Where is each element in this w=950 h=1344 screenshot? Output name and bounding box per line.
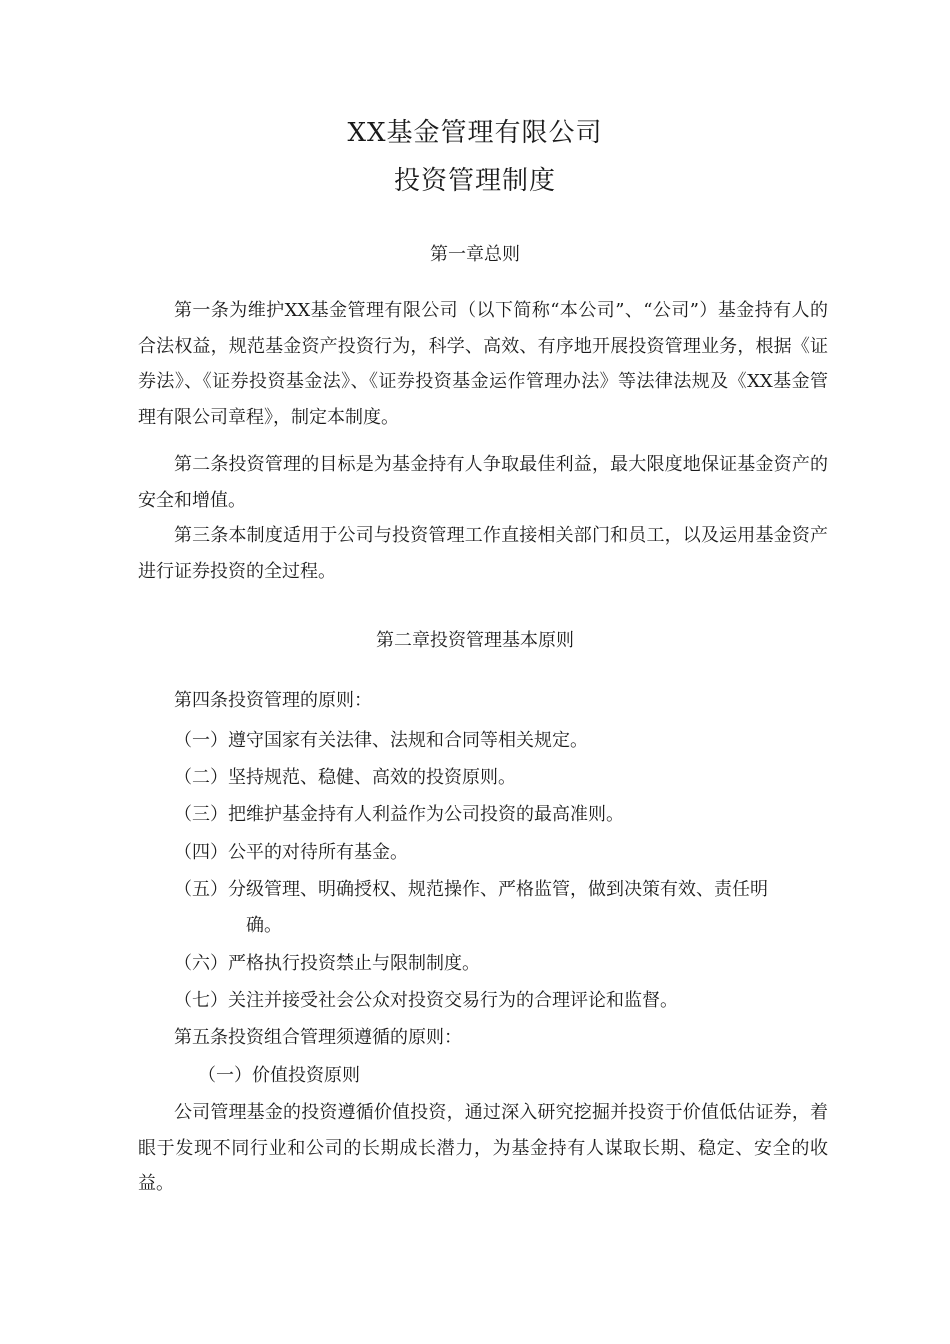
article-4-item-6: （六）严格执行投资禁止与限制制度。 <box>174 953 480 974</box>
article-4-item-1: （一）遵守国家有关法律、法规和合同等相关规定。 <box>174 730 588 751</box>
article-4-item-3: （三）把维护基金持有人利益作为公司投资的最高准则。 <box>174 804 624 825</box>
article-2: 第二条投资管理的目标是为基金持有人争取最佳利益，最大限度地保证基金资产的安全和增值。 <box>138 454 828 511</box>
article-5-sub-1: （一）价值投资原则 <box>198 1065 360 1086</box>
chapter-2-heading: 第二章投资管理基本原则 <box>376 630 574 651</box>
article-1: 第一条为维护XX基金管理有限公司（以下简称“本公司”、“公司”）基金持有人的合法权益，规范基金资产投资行为，科学、高效、有序地开展投资管理业务，根据《证券法》、《证券投资基金法》、《证券投资基金运作管理办法》等法律法规及《XX基金管理有限公司章程》，制定本制度。 <box>138 300 828 428</box>
article-4-item-7: （七）关注并接受社会公众对投资交易行为的合理评论和监督。 <box>174 990 678 1011</box>
chapter-1-heading: 第一章总则 <box>430 244 520 265</box>
article-5-sub-1-text: 公司管理基金的投资遵循价值投资，通过深入研究挖掘并投资于价值低估证券，着眼于发现不同行业和公司的长期成长潜力，为基金持有人谋取长期、稳定、安全的收益。 <box>138 1102 828 1194</box>
article-3: 第三条本制度适用于公司与投资管理工作直接相关部门和员工，以及运用基金资产进行证券投资的全过程。 <box>138 525 828 582</box>
article-4-intro: 第四条投资管理的原则： <box>174 690 372 711</box>
article-5-intro: 第五条投资组合管理须遵循的原则： <box>174 1027 462 1048</box>
article-4-item-5: （五）分级管理、明确授权、规范操作、严格监管，做到决策有效、责任明 <box>174 879 768 900</box>
document-title-policy: 投资管理制度 <box>393 166 556 196</box>
article-4-item-5-cont: 确。 <box>246 915 282 936</box>
article-4-item-4: （四）公平的对待所有基金。 <box>174 842 408 863</box>
document-title-company: XX基金管理有限公司 <box>347 118 603 148</box>
article-4-item-2: （二）坚持规范、稳健、高效的投资原则。 <box>174 767 516 788</box>
